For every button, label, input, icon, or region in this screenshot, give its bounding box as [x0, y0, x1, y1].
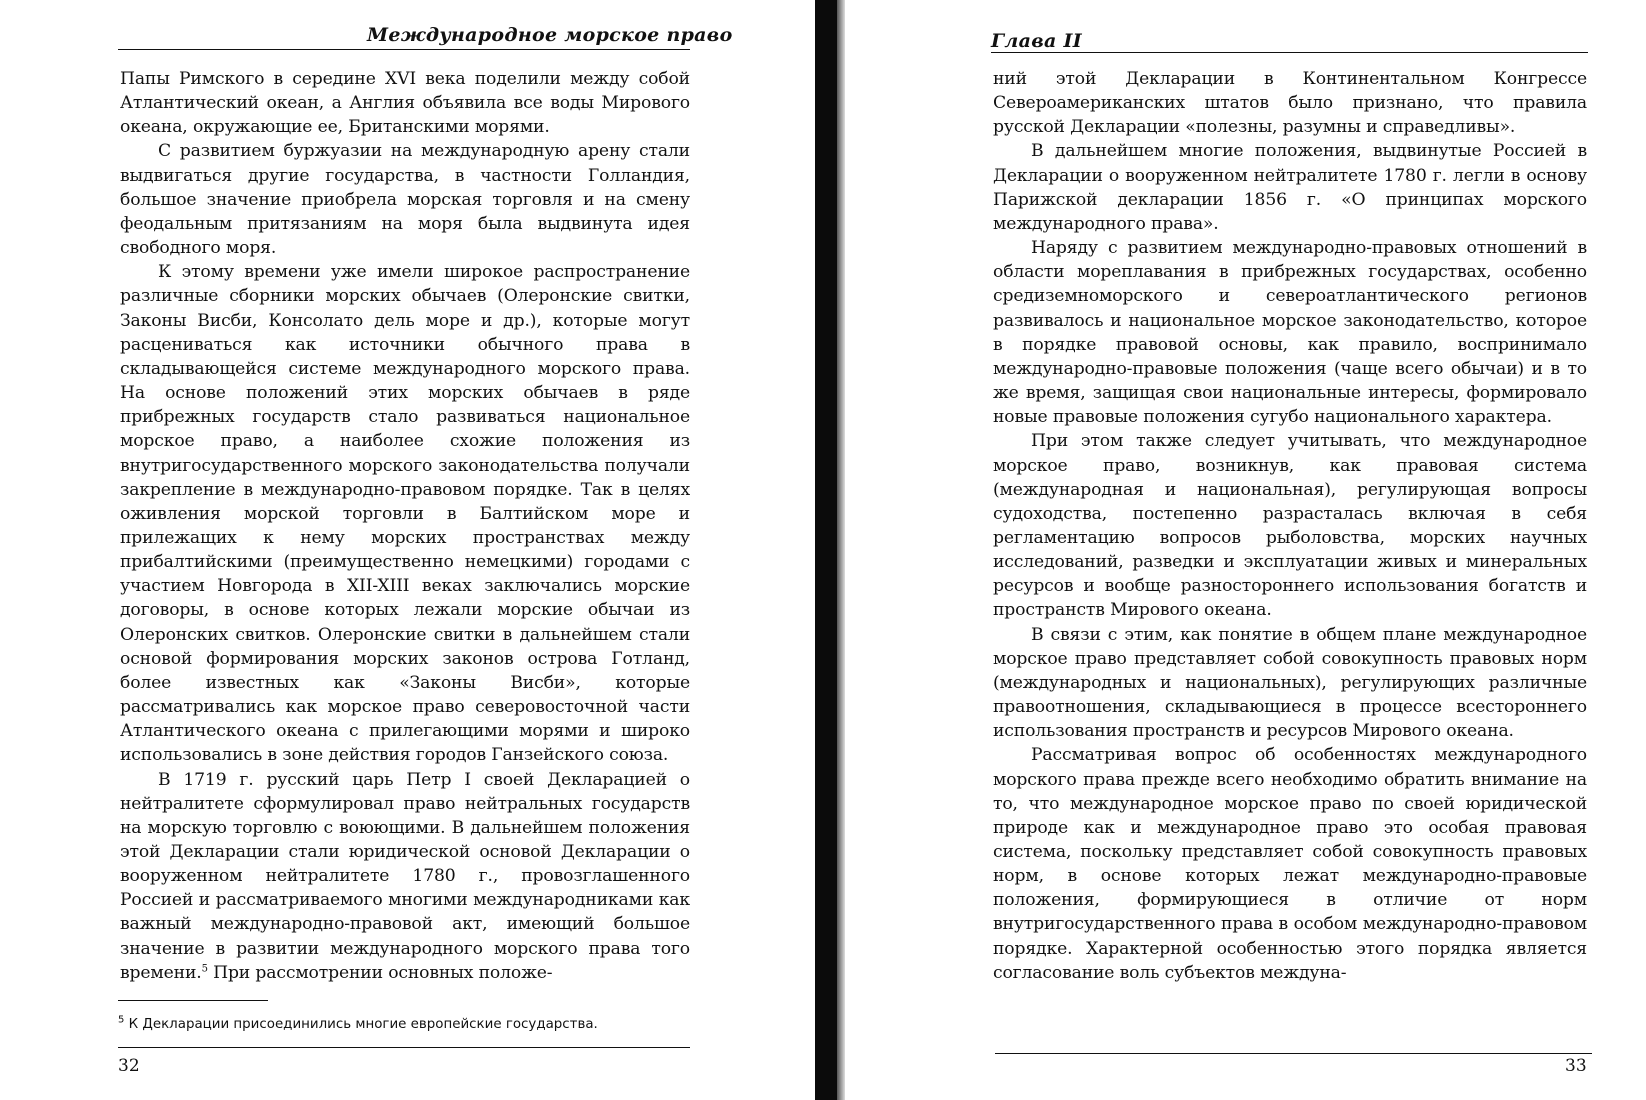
paragraph: При этом также следует учитывать, что международное морское право, возникнув, как правовая система (международная и национальная), регулирующая вопросы судоходства, постепенно разрасталась включая в себя регламентацию вопросов рыболовства, морских научных исследований, разведки и эксплуатации живых и минеральных ресурсов и вообще разностороннего использования богатств и пространств Мирового океана.: [993, 431, 1587, 621]
header-rule-left: [118, 49, 690, 50]
paragraph: С развитием буржуазии на международную арену стали выдвигаться другие государства, в частности Голландия, большое значение приобрела морская торговля и на смену феодальным притязаниям на моря была выдвинута идея свободного моря.: [120, 141, 690, 259]
header-rule-right: [991, 52, 1588, 53]
footer-rule-right: [995, 1053, 1592, 1054]
left-page: [0, 0, 815, 1100]
paragraph-text: В 1719 г. русский царь Петр I своей Декларацией о нейтралитете сформулировал право нейтральных государств на морскую торговлю с воюющими. В дальнейшем положения этой Декларации стали юридической основой Декларации о вооруженном нейтралитете 1780 г., провозглашенного Россией и рассматриваемого многими международниками как важный международно-правовой акт, имеющий большое значение в развитии международного морского права того времени.: [120, 769, 690, 983]
right-body-text: [993, 67, 1587, 985]
left-body-text: [120, 67, 690, 985]
running-head-left: Международное морское право: [367, 24, 733, 46]
paragraph: Папы Римского в середине XVI века поделили между собой Атлантический океан, а Англия объявила все воды Мирового океана, окружающие ее, Британскими морями.: [120, 69, 690, 138]
footer-rule-left: [118, 1047, 690, 1048]
gutter-shadow: [837, 0, 845, 1100]
footnote-rule: [118, 1000, 268, 1001]
paragraph: В дальнейшем многие положения, выдвинутые Россией в Декларации о вооруженном нейтралитете 1780 г. легли в основу Парижской декларации 1856 г. «О принципах морского международного права».: [993, 141, 1587, 234]
footnote-text: К Декларации присоединились многие европейские государства.: [124, 1017, 598, 1032]
paragraph: ний этой Декларации в Континентальном Конгрессе Североамериканских штатов было признано, что правила русской Декларации «полезны, разумны и справедливы».: [993, 69, 1587, 138]
paragraph: В связи с этим, как понятие в общем плане международное морское право представляет собой совокупность правовых норм (международных и национальных), регулирующих различные правоотношения, складывающиеся в процессе всестороннего использования пространств и ресурсов Мирового океана.: [993, 624, 1587, 742]
paragraph-tail: При рассмотрении основных положе-: [207, 962, 553, 983]
paragraph: К этому времени уже имели широкое распространение различные сборники морских обычаев (Олеронские свитки, Законы Висби, Консолато дель море и др.), которые могут расцениваться как источники обычного права в складывающейся системе международного морского права. На основе положений этих морских обычаев в ряде прибрежных государств стало развиваться национальное морское право, а наиболее схожие положения из внутригосударственного морского законодательства получали закрепление в международно-правовом порядке. Так в целях оживления морской торговли в Балтийском море и прилежащих к нему морских пространствах между прибалтийскими (преимущественно немецкими) городами с участием Новгорода в XII-XIII веках заключались морские договоры, в основе которых лежали морские обычаи из Олеронских свитков. Олеронские свитки в дальнейшем стали основой формирования морских законов острова Готланд, более известных как «Законы Висби», которые рассматривались как морское право северовосточной части Атлантического океана с прилегающими морями и широко использовались в зоне действия городов Ганзейского союза.: [120, 262, 690, 766]
paragraph: Рассматривая вопрос об особенностях международного морского права прежде всего необходимо обратить внимание на то, что международное морское право по своей юридической природе как и международное право это особая правовая система, поскольку представляет собой совокупность правовых норм, в основе которых лежат международно-правовые положения, формирующиеся в отличие от норм внутригосударственного права в особом международно-правовом порядке. Характерной особенностью этого порядка является согласование воль субъектов междуна-: [993, 745, 1587, 983]
running-head-right: Глава II: [991, 30, 1082, 52]
footnote-reference[interactable]: 5: [201, 963, 208, 975]
footnote: [118, 1016, 690, 1034]
paragraph: [120, 768, 690, 985]
page-number-left: 32: [118, 1056, 140, 1076]
right-page: [845, 0, 1646, 1100]
paragraph: Наряду с развитием международно-правовых отношений в области мореплавания в прибрежных государствах, особенно средиземноморского и североатлантического регионов развивалось и национальное морское законодательство, которое в порядке правовой основы, как правило, воспринимало международно-правовые положения (чаще всего обычаи) и в то же время, защищая свои национальные интересы, формировало новые правовые положения сугубо национального характера.: [993, 238, 1587, 428]
footnote-mark: 5: [118, 1014, 125, 1026]
book-spine-gutter: [815, 0, 837, 1100]
page-number-right: 33: [1565, 1056, 1587, 1076]
